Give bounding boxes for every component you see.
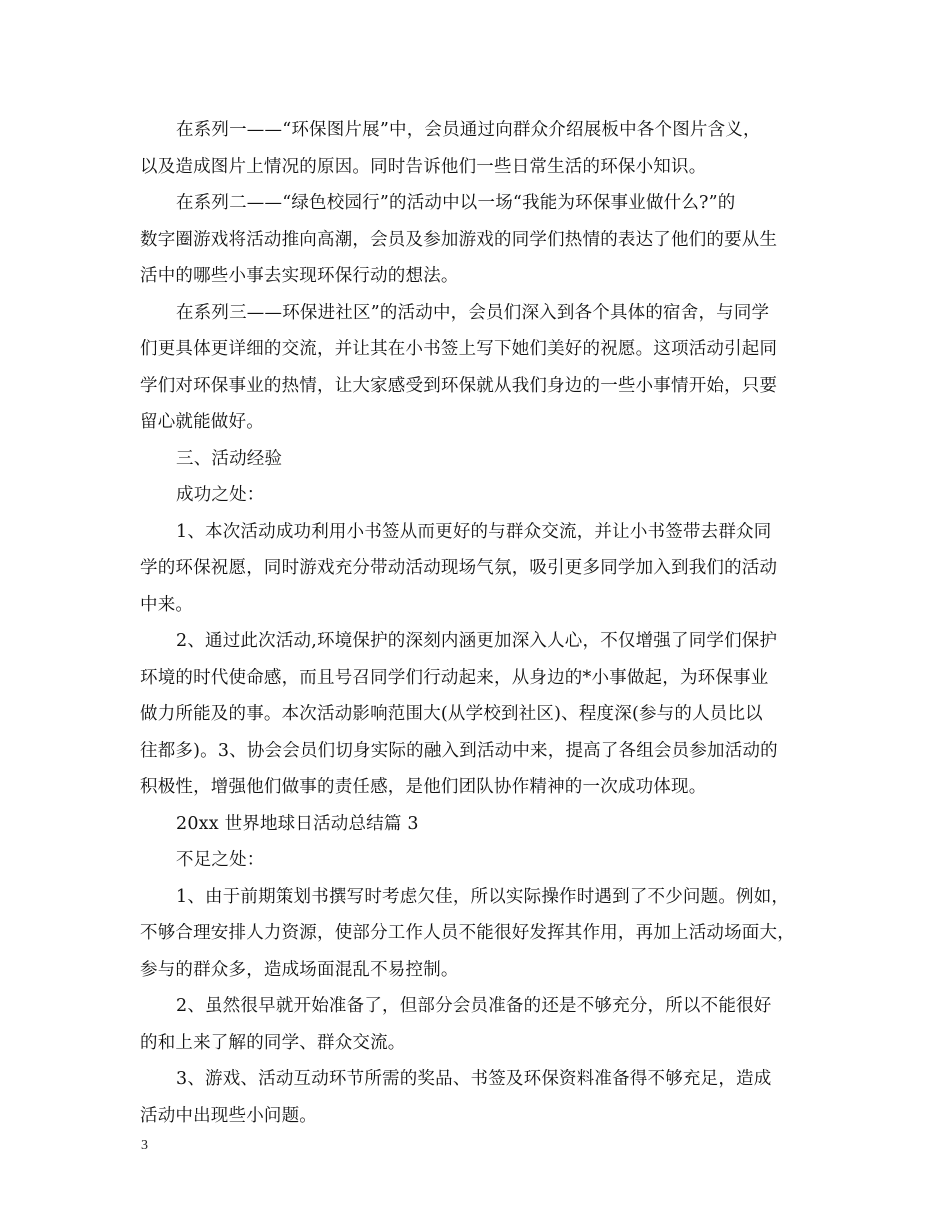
page-number: 3 bbox=[141, 1138, 148, 1153]
paragraph-line: 活动中出现些小问题。 bbox=[140, 1105, 317, 1126]
section-heading: 三、活动经验 bbox=[176, 448, 283, 469]
paragraph-line: 积极性，增强他们做事的责任感，是他们团队协作精神的一次成功体现。 bbox=[140, 777, 707, 797]
paragraph-line: 留心就能做好。 bbox=[140, 412, 264, 432]
paragraph-line: 环境的时代使命感，而且号召同学们行动起来，从身边的*小事做起，为环保事业 bbox=[140, 667, 769, 688]
paragraph-line: 在系列二——“绿色校园行”的活动中以一场“我能为环保事业做什么?”的 bbox=[176, 193, 736, 213]
paragraph-line: 数字圈游戏将活动推向高潮，会员及参加游戏的同学们热情的表达了他们的要从生 bbox=[140, 229, 778, 250]
paragraph-line: 1、本次活动成功利用小书签从而更好的与群众交流，并让小书签带去群众同 bbox=[176, 521, 772, 542]
subsection-heading: 成功之处： bbox=[176, 485, 265, 505]
paragraph-line: 以及造成图片上情况的原因。同时告诉他们一些日常生活的环保小知识。 bbox=[140, 156, 707, 177]
paragraph-line: 做力所能及的事。本次活动影响范围大(从学校到社区)、程度深(参与的人员比以 bbox=[140, 704, 763, 724]
paragraph-line: 2、通过此次活动,环境保护的深刻内涵更加深入人心，不仅增强了同学们保护 bbox=[176, 631, 778, 651]
paragraph-line: 们更具体更详细的交流，并让其在小书签上写下她们美好的祝愿。这项活动引起同 bbox=[140, 339, 778, 359]
paragraph-line: 学们对环保事业的热情，让大家感受到环保就从我们身边的一些小事情开始，只要 bbox=[140, 375, 778, 396]
paragraph-line: 2、虽然很早就开始准备了，但部分会员准备的还是不够充分，所以不能很好 bbox=[176, 996, 772, 1016]
paragraph-line: 在系列一——“环保图片展”中，会员通过向群众介绍展板中各个图片含义， bbox=[176, 120, 761, 140]
paragraph-line: 学的环保祝愿，同时游戏充分带动活动现场气氛，吸引更多同学加入到我们的活动 bbox=[140, 558, 778, 578]
paragraph-line: 在系列三——环保进社区”的活动中，会员们深入到各个具体的宿舍，与同学 bbox=[176, 302, 770, 323]
article-title-line: 20xx 世界地球日活动总结篇 3 bbox=[176, 813, 419, 834]
subsection-heading: 不足之处： bbox=[176, 850, 265, 870]
paragraph-line: 往都多)。3、协会会员们切身实际的融入到活动中来，提高了各组会员参加活动的 bbox=[140, 740, 778, 761]
paragraph-line: 的和上来了解的同学、群众交流。 bbox=[140, 1032, 406, 1053]
paragraph-line: 不够合理安排人力资源，使部分工作人员不能很好发挥其作用，再加上活动场面大， bbox=[140, 923, 795, 943]
paragraph-line: 3、游戏、活动互动环节所需的奖品、书签及环保资料准备得不够充足，造成 bbox=[176, 1069, 772, 1089]
paragraph-line: 1、由于前期策划书撰写时考虑欠佳，所以实际操作时遇到了不少问题。例如， bbox=[176, 886, 790, 907]
paragraph-line: 活中的哪些小事去实现环保行动的想法。 bbox=[140, 266, 459, 286]
paragraph-line: 中来。 bbox=[140, 594, 194, 615]
paragraph-line: 参与的群众多，造成场面混乱不易控制。 bbox=[140, 959, 459, 980]
document-page bbox=[140, 112, 820, 1134]
